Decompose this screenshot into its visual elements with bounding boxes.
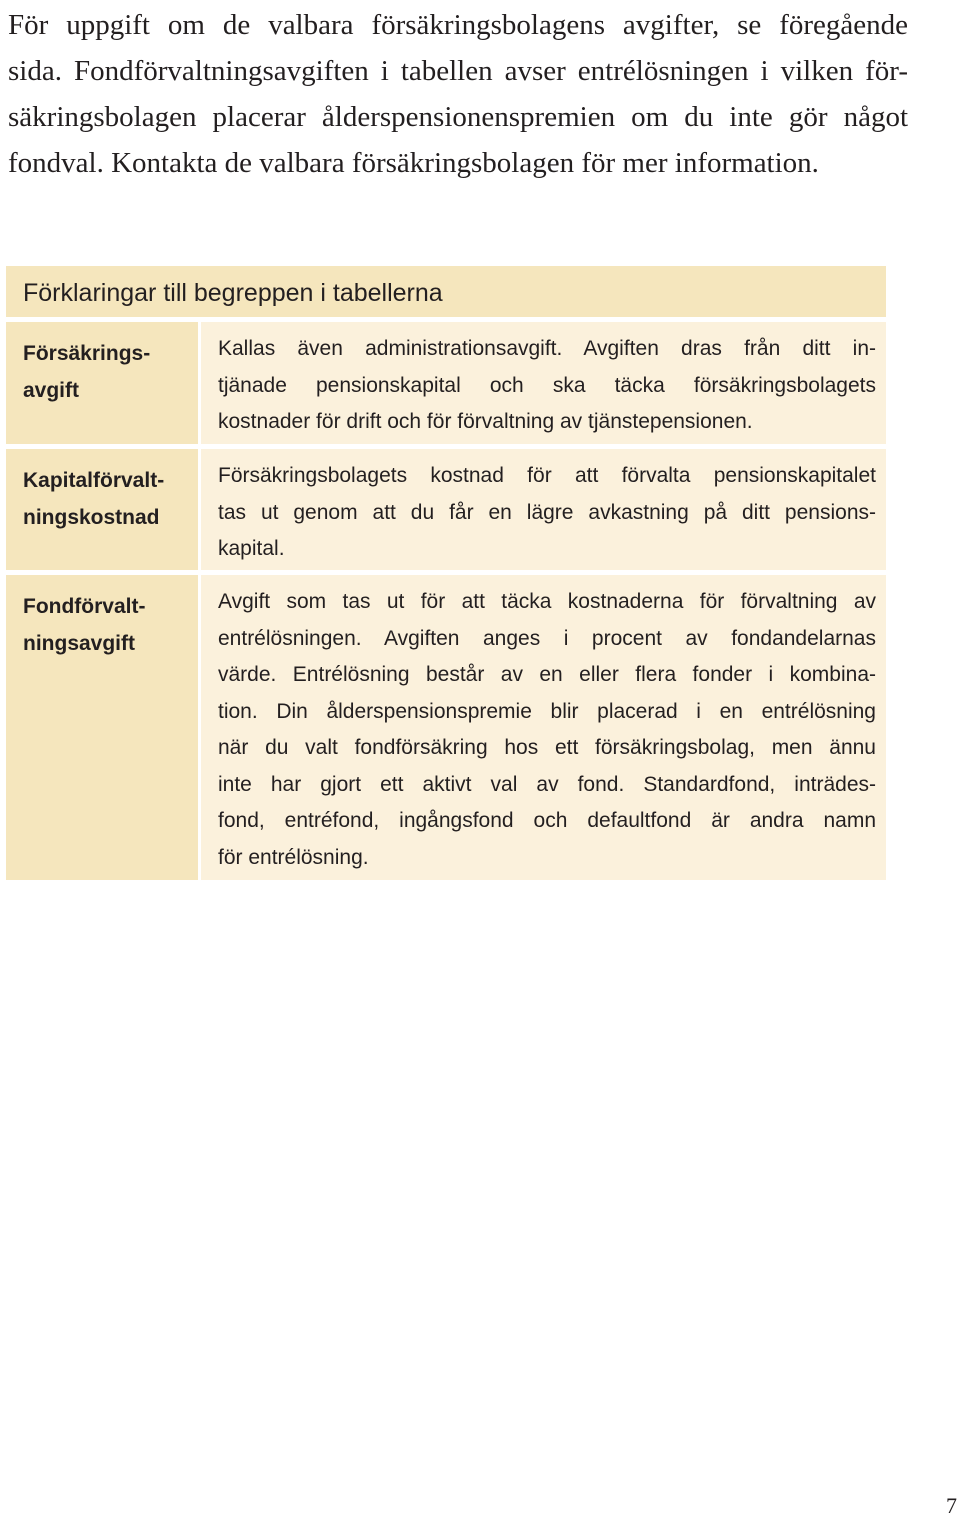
intro-line: sida. Fondförvaltningsavgiften i tabellen avser entrélösningen i vilken för- [8, 55, 908, 87]
term-name-line: avgift [23, 379, 80, 402]
term-description-line: Försäkringsbolagets kostnad för att förvalta pensionskapitalet [218, 464, 876, 487]
term-description-line: kostnader för drift och för förvaltning av tjänstepensionen. [218, 410, 753, 433]
term-row-forsakringsavgift [6, 322, 886, 444]
term-description [201, 449, 886, 570]
term-description-line: entrélösningen. Avgiften anges i procent av fondandelarnas [218, 626, 876, 650]
term-description-line: när du valt fondförsäkring hos ett försäkringsbolag, men ännu [218, 736, 876, 759]
term-description-line: Kallas även administrationsavgift. Avgiften dras från ditt in- [218, 337, 876, 360]
term-description [201, 322, 886, 444]
intro-line: För uppgift om de valbara försäkringsbolagens avgifter, se föregående [8, 9, 908, 41]
page-number: 7 [946, 1493, 957, 1518]
term-description-line: tas ut genom att du får en lägre avkastning på ditt pensions- [218, 500, 876, 524]
term-description-line: för entrélösning. [218, 845, 369, 869]
term-description [201, 575, 886, 880]
term-name [6, 575, 198, 880]
term-name-line: Försäkrings- [23, 342, 151, 365]
term-description-line: Avgift som tas ut för att täcka kostnaderna för förvaltning av [218, 590, 876, 613]
intro-line: säkringsbolagen placerar ålderspensionenspremien om du inte gör något [8, 101, 908, 133]
terms-explanation-box [6, 266, 886, 885]
term-row-kapitalforvaltningskostnad [6, 449, 886, 570]
term-name [6, 449, 198, 570]
term-name-line: Fondförvalt- [23, 595, 146, 618]
term-name-line: ningskostnad [23, 506, 160, 529]
term-name [6, 322, 198, 444]
intro-line: fondval. Kontakta de valbara försäkringsbolagen för mer information. [8, 147, 819, 179]
term-row-fondforvaltningsavgift [6, 575, 886, 880]
intro-paragraph [8, 2, 908, 186]
term-name-line: Kapitalförvalt- [23, 469, 165, 492]
term-description-line: värde. Entrélösning består av en eller flera fonder i kombina- [218, 663, 876, 686]
term-description-line: kapital. [218, 537, 285, 560]
term-description-line: inte har gjort ett aktivt val av fond. Standardfond, inträdes- [218, 772, 876, 796]
term-description-line: tion. Din ålderspensionspremie blir placerad i en entrélösning [218, 699, 876, 723]
term-description-line: fond, entréfond, ingångsfond och defaultfond är andra namn [218, 809, 876, 832]
terms-heading: Förklaringar till begreppen i tabellerna [6, 266, 886, 317]
term-name-line: ningsavgift [23, 632, 136, 655]
term-description-line: tjänade pensionskapital och ska täcka försäkringsbolagets [218, 373, 876, 397]
